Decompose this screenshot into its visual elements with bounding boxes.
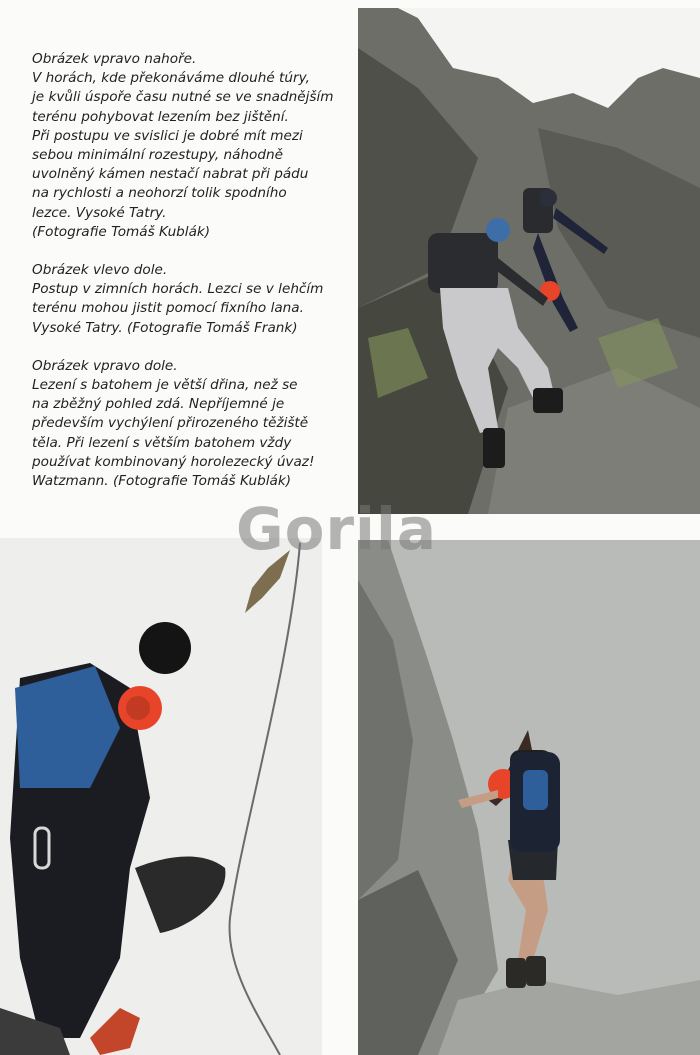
caption-line: terénu mohou jistit pomocí fixního lana.: [32, 300, 304, 317]
climber-backpack-illustration: [358, 540, 700, 1055]
caption-line: především vychýlení přirozeného těžiště: [32, 415, 309, 432]
caption-bottom-right-photo: [32, 357, 350, 491]
photo-climbers-rock-ridge: [358, 8, 700, 514]
caption-line: Obrázek vlevo dole.: [32, 262, 168, 279]
caption-line: terénu pohybovat lezením bez jištění.: [32, 108, 289, 125]
caption-top-right-photo: [32, 50, 350, 242]
photo-climber-with-backpack: [358, 540, 700, 1055]
caption-line: Vysoké Tatry. (Fotografie Tomáš Frank): [32, 319, 298, 336]
caption-line: Při postupu ve svislici je dobré mít mezi: [32, 127, 303, 144]
caption-line: je kvůli úspoře času nutné se ve snadnějším: [32, 89, 334, 106]
rock-ridge-illustration: [358, 8, 700, 514]
caption-line: na zběžný pohled zdá. Nepříjemné je: [32, 396, 285, 413]
caption-line: Watzmann. (Fotografie Tomáš Kublák): [32, 473, 292, 490]
caption-line: V horách, kde překonáváme dlouhé túry,: [32, 70, 310, 87]
caption-line: Postup v zimních horách. Lezci se v lehčím: [32, 281, 324, 298]
caption-line: na rychlosti a neohorzí tolik spodního: [32, 185, 287, 202]
caption-line: lezce. Vysoké Tatry.: [32, 204, 167, 221]
watermark-logo: Gorila: [236, 495, 437, 563]
caption-line: používat kombinovaný horolezecký úvaz!: [32, 453, 315, 470]
caption-line: Obrázek vpravo nahoře.: [32, 51, 197, 67]
caption-line: Lezení s batohem je větší dřina, než se: [32, 377, 298, 394]
caption-line: (Fotografie Tomáš Kublák): [32, 223, 211, 240]
caption-line: těla. Při lezení s větším batohem vždy: [32, 434, 292, 451]
caption-column: [32, 50, 350, 510]
caption-line: uvolněný kámen nestačí nabrat při pádu: [32, 166, 309, 183]
caption-line: sebou minimální rozestupy, náhodně: [32, 147, 283, 164]
caption-bottom-left-photo: [32, 261, 350, 338]
winter-climber-illustration: [0, 538, 322, 1055]
caption-line: Obrázek vpravo dole.: [32, 357, 178, 374]
photo-winter-climber: [0, 538, 322, 1055]
